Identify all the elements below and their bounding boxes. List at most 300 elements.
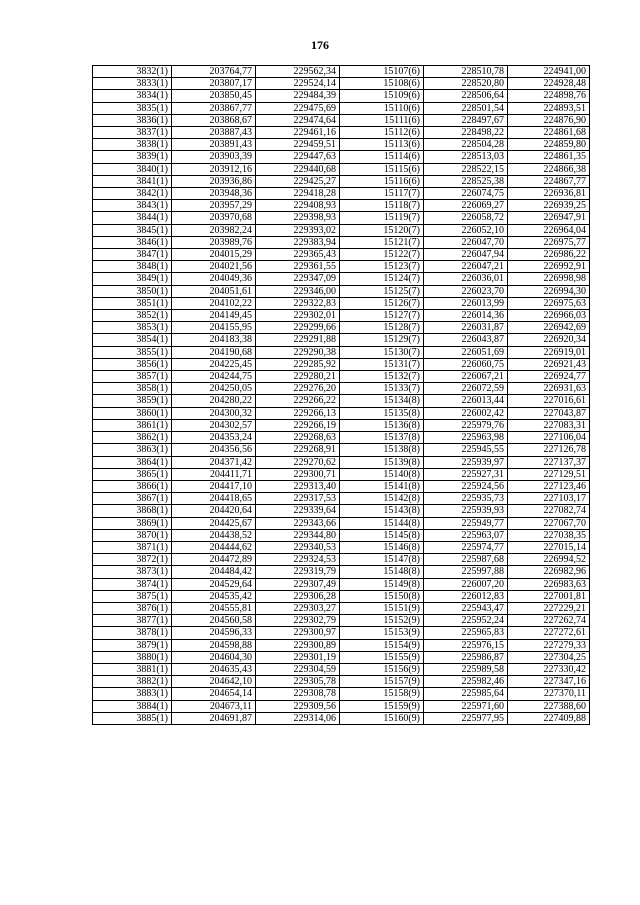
cell-y-right: 227067,70 [508, 517, 590, 529]
cell-y-left: 229447,63 [256, 151, 340, 163]
cell-point-id-left: 3840(1) [93, 163, 172, 175]
cell-x-right: 226013,44 [424, 395, 508, 407]
cell-y-left: 229290,38 [256, 346, 340, 358]
cell-point-id-left: 3875(1) [93, 590, 172, 602]
cell-x-right: 226014,36 [424, 310, 508, 322]
cell-x-left: 203807,17 [172, 78, 256, 90]
cell-point-id-right: 15147(8) [340, 554, 424, 566]
cell-y-left: 229299,66 [256, 322, 340, 334]
cell-x-right: 226069,27 [424, 200, 508, 212]
cell-x-right: 225952,24 [424, 615, 508, 627]
cell-x-left: 204149,45 [172, 310, 256, 322]
table-row [93, 236, 590, 248]
cell-y-left: 229307,49 [256, 578, 340, 590]
cell-point-id-left: 3850(1) [93, 285, 172, 297]
table-row [93, 602, 590, 614]
cell-y-left: 229266,13 [256, 407, 340, 419]
cell-point-id-right: 15119(7) [340, 212, 424, 224]
cell-y-right: 224861,35 [508, 151, 590, 163]
cell-x-right: 225943,47 [424, 602, 508, 614]
cell-x-right: 226058,72 [424, 212, 508, 224]
cell-x-left: 204635,43 [172, 663, 256, 675]
cell-y-right: 226936,81 [508, 188, 590, 200]
cell-y-right: 227043,87 [508, 407, 590, 419]
coordinates-table [92, 65, 590, 725]
cell-x-right: 228510,78 [424, 66, 508, 78]
cell-x-left: 203957,29 [172, 200, 256, 212]
cell-point-id-right: 15117(7) [340, 188, 424, 200]
cell-point-id-left: 3857(1) [93, 371, 172, 383]
cell-point-id-right: 15112(6) [340, 127, 424, 139]
cell-point-id-right: 15128(7) [340, 322, 424, 334]
cell-point-id-left: 3833(1) [93, 78, 172, 90]
cell-x-right: 226047,94 [424, 249, 508, 261]
table-row [93, 456, 590, 468]
cell-x-left: 204015,29 [172, 249, 256, 261]
cell-x-left: 204356,56 [172, 444, 256, 456]
table-row [93, 407, 590, 419]
cell-y-left: 229280,21 [256, 371, 340, 383]
table-row [93, 273, 590, 285]
cell-point-id-left: 3855(1) [93, 346, 172, 358]
cell-y-right: 226983,63 [508, 578, 590, 590]
cell-point-id-left: 3851(1) [93, 297, 172, 309]
cell-y-left: 229301,19 [256, 651, 340, 663]
cell-point-id-right: 15122(7) [340, 249, 424, 261]
cell-x-left: 203887,43 [172, 127, 256, 139]
cell-x-left: 204484,42 [172, 566, 256, 578]
cell-x-right: 228522,15 [424, 163, 508, 175]
cell-point-id-right: 15151(9) [340, 602, 424, 614]
cell-x-left: 204535,42 [172, 590, 256, 602]
cell-point-id-right: 15142(8) [340, 493, 424, 505]
cell-point-id-left: 3858(1) [93, 383, 172, 395]
cell-y-left: 229340,53 [256, 541, 340, 553]
cell-x-left: 204417,10 [172, 480, 256, 492]
cell-y-right: 226994,52 [508, 554, 590, 566]
table-row [93, 700, 590, 712]
cell-y-left: 229268,63 [256, 432, 340, 444]
cell-y-right: 224867,77 [508, 175, 590, 187]
cell-x-left: 203868,67 [172, 114, 256, 126]
cell-x-right: 226047,70 [424, 236, 508, 248]
cell-x-right: 226043,87 [424, 334, 508, 346]
cell-x-right: 225939,93 [424, 505, 508, 517]
cell-x-right: 225965,83 [424, 627, 508, 639]
cell-x-right: 225939,97 [424, 456, 508, 468]
cell-x-left: 204244,75 [172, 371, 256, 383]
cell-point-id-right: 15156(9) [340, 663, 424, 675]
table-row [93, 639, 590, 651]
cell-point-id-right: 15155(9) [340, 651, 424, 663]
cell-point-id-left: 3852(1) [93, 310, 172, 322]
cell-x-right: 226067,21 [424, 371, 508, 383]
cell-point-id-right: 15135(8) [340, 407, 424, 419]
table-row [93, 66, 590, 78]
cell-y-right: 226966,03 [508, 310, 590, 322]
cell-point-id-left: 3839(1) [93, 151, 172, 163]
cell-point-id-right: 15134(8) [340, 395, 424, 407]
cell-x-left: 204280,22 [172, 395, 256, 407]
cell-x-right: 225949,77 [424, 517, 508, 529]
cell-point-id-left: 3836(1) [93, 114, 172, 126]
cell-point-id-left: 3867(1) [93, 493, 172, 505]
table-row [93, 615, 590, 627]
cell-y-right: 227137,37 [508, 456, 590, 468]
cell-x-right: 225974,77 [424, 541, 508, 553]
cell-y-right: 227126,78 [508, 444, 590, 456]
cell-point-id-right: 15129(7) [340, 334, 424, 346]
cell-point-id-left: 3868(1) [93, 505, 172, 517]
cell-x-left: 204155,95 [172, 322, 256, 334]
cell-y-right: 224941,00 [508, 66, 590, 78]
cell-x-left: 204420,64 [172, 505, 256, 517]
cell-point-id-right: 15111(6) [340, 114, 424, 126]
cell-y-right: 224861,68 [508, 127, 590, 139]
table-row [93, 590, 590, 602]
cell-point-id-left: 3838(1) [93, 139, 172, 151]
cell-y-right: 227229,21 [508, 602, 590, 614]
cell-y-right: 227083,31 [508, 419, 590, 431]
cell-y-right: 224898,76 [508, 90, 590, 102]
cell-y-right: 227347,16 [508, 676, 590, 688]
cell-x-left: 203948,36 [172, 188, 256, 200]
cell-point-id-right: 15123(7) [340, 261, 424, 273]
cell-point-id-right: 15116(6) [340, 175, 424, 187]
cell-x-left: 204654,14 [172, 688, 256, 700]
cell-point-id-left: 3866(1) [93, 480, 172, 492]
cell-x-right: 225985,64 [424, 688, 508, 700]
cell-point-id-right: 15107(6) [340, 66, 424, 78]
cell-point-id-left: 3865(1) [93, 468, 172, 480]
cell-y-right: 226998,98 [508, 273, 590, 285]
cell-point-id-left: 3849(1) [93, 273, 172, 285]
cell-y-left: 229393,02 [256, 224, 340, 236]
table-row [93, 383, 590, 395]
table-row [93, 249, 590, 261]
cell-point-id-left: 3880(1) [93, 651, 172, 663]
cell-x-left: 204190,68 [172, 346, 256, 358]
cell-x-right: 226007,20 [424, 578, 508, 590]
cell-x-left: 204529,64 [172, 578, 256, 590]
cell-y-right: 227001,81 [508, 590, 590, 602]
cell-point-id-right: 15158(9) [340, 688, 424, 700]
cell-point-id-left: 3842(1) [93, 188, 172, 200]
cell-point-id-right: 15146(8) [340, 541, 424, 553]
cell-y-right: 227015,14 [508, 541, 590, 553]
cell-point-id-right: 15126(7) [340, 297, 424, 309]
cell-y-right: 226920,34 [508, 334, 590, 346]
cell-x-right: 228513,03 [424, 151, 508, 163]
cell-point-id-right: 15114(6) [340, 151, 424, 163]
table-row [93, 200, 590, 212]
table-row [93, 676, 590, 688]
cell-x-left: 204300,32 [172, 407, 256, 419]
table-row [93, 554, 590, 566]
cell-x-left: 204051,61 [172, 285, 256, 297]
cell-x-left: 204642,10 [172, 676, 256, 688]
cell-point-id-right: 15137(8) [340, 432, 424, 444]
cell-point-id-left: 3864(1) [93, 456, 172, 468]
cell-y-left: 229319,79 [256, 566, 340, 578]
cell-x-right: 226052,10 [424, 224, 508, 236]
cell-x-left: 204183,38 [172, 334, 256, 346]
cell-y-right: 226975,63 [508, 297, 590, 309]
cell-x-right: 225963,98 [424, 432, 508, 444]
cell-point-id-right: 15149(8) [340, 578, 424, 590]
cell-y-right: 227129,51 [508, 468, 590, 480]
cell-x-left: 204598,88 [172, 639, 256, 651]
cell-y-left: 229270,62 [256, 456, 340, 468]
table-row [93, 468, 590, 480]
cell-y-right: 226931,63 [508, 383, 590, 395]
cell-x-right: 225927,31 [424, 468, 508, 480]
cell-point-id-right: 15157(9) [340, 676, 424, 688]
table-row [93, 90, 590, 102]
cell-point-id-left: 3853(1) [93, 322, 172, 334]
cell-point-id-left: 3872(1) [93, 554, 172, 566]
table-row [93, 261, 590, 273]
table-row [93, 432, 590, 444]
cell-y-left: 229302,01 [256, 310, 340, 322]
cell-x-right: 228501,54 [424, 102, 508, 114]
cell-y-right: 227330,42 [508, 663, 590, 675]
cell-point-id-right: 15133(7) [340, 383, 424, 395]
cell-y-left: 229313,40 [256, 480, 340, 492]
table-row [93, 188, 590, 200]
cell-y-left: 229266,19 [256, 419, 340, 431]
cell-point-id-right: 15132(7) [340, 371, 424, 383]
table-row [93, 102, 590, 114]
cell-x-left: 204021,56 [172, 261, 256, 273]
cell-x-right: 228525,38 [424, 175, 508, 187]
cell-x-left: 204102,22 [172, 297, 256, 309]
cell-point-id-right: 15143(8) [340, 505, 424, 517]
table-row [93, 444, 590, 456]
cell-y-right: 224866,38 [508, 163, 590, 175]
cell-y-right: 227388,60 [508, 700, 590, 712]
cell-x-right: 225976,15 [424, 639, 508, 651]
cell-y-right: 227304,25 [508, 651, 590, 663]
cell-y-left: 229425,27 [256, 175, 340, 187]
cell-y-left: 229361,55 [256, 261, 340, 273]
cell-point-id-right: 15153(9) [340, 627, 424, 639]
cell-point-id-left: 3873(1) [93, 566, 172, 578]
cell-y-right: 227279,33 [508, 639, 590, 651]
table-row [93, 322, 590, 334]
cell-y-right: 224859,80 [508, 139, 590, 151]
cell-y-left: 229314,06 [256, 712, 340, 724]
cell-y-right: 226921,43 [508, 358, 590, 370]
cell-y-right: 227262,74 [508, 615, 590, 627]
cell-point-id-right: 15125(7) [340, 285, 424, 297]
cell-y-right: 224928,48 [508, 78, 590, 90]
table-row [93, 688, 590, 700]
cell-x-left: 204691,87 [172, 712, 256, 724]
cell-point-id-left: 3837(1) [93, 127, 172, 139]
cell-x-left: 203867,77 [172, 102, 256, 114]
cell-point-id-left: 3832(1) [93, 66, 172, 78]
table-row [93, 139, 590, 151]
table-row [93, 163, 590, 175]
table-row [93, 712, 590, 724]
table-row [93, 310, 590, 322]
cell-x-right: 226047,21 [424, 261, 508, 273]
cell-x-right: 226012,83 [424, 590, 508, 602]
cell-point-id-left: 3834(1) [93, 90, 172, 102]
cell-x-left: 204411,71 [172, 468, 256, 480]
table-row [93, 493, 590, 505]
cell-x-left: 204049,36 [172, 273, 256, 285]
cell-x-left: 203764,77 [172, 66, 256, 78]
cell-y-left: 229440,68 [256, 163, 340, 175]
table-row [93, 517, 590, 529]
cell-x-left: 203982,24 [172, 224, 256, 236]
cell-point-id-right: 15127(7) [340, 310, 424, 322]
cell-y-left: 229317,53 [256, 493, 340, 505]
cell-y-left: 229474,64 [256, 114, 340, 126]
cell-point-id-left: 3846(1) [93, 236, 172, 248]
table-row [93, 224, 590, 236]
cell-point-id-right: 15118(7) [340, 200, 424, 212]
cell-point-id-right: 15152(9) [340, 615, 424, 627]
cell-y-left: 229308,78 [256, 688, 340, 700]
cell-y-left: 229291,88 [256, 334, 340, 346]
coordinates-table-body [93, 66, 590, 725]
table-row [93, 346, 590, 358]
cell-x-left: 204425,67 [172, 517, 256, 529]
cell-x-left: 203970,68 [172, 212, 256, 224]
cell-y-right: 224893,51 [508, 102, 590, 114]
cell-y-left: 229418,28 [256, 188, 340, 200]
cell-x-left: 204418,65 [172, 493, 256, 505]
cell-x-right: 228506,64 [424, 90, 508, 102]
cell-point-id-left: 3860(1) [93, 407, 172, 419]
cell-y-left: 229276,20 [256, 383, 340, 395]
table-row [93, 78, 590, 90]
cell-point-id-right: 15131(7) [340, 358, 424, 370]
cell-point-id-left: 3859(1) [93, 395, 172, 407]
cell-point-id-left: 3883(1) [93, 688, 172, 700]
cell-x-right: 226072,59 [424, 383, 508, 395]
cell-x-right: 226074,75 [424, 188, 508, 200]
cell-y-right: 226994,30 [508, 285, 590, 297]
cell-y-left: 229322,83 [256, 297, 340, 309]
cell-point-id-right: 15150(8) [340, 590, 424, 602]
table-row [93, 151, 590, 163]
cell-y-left: 229303,27 [256, 602, 340, 614]
cell-point-id-left: 3885(1) [93, 712, 172, 724]
cell-point-id-right: 15136(8) [340, 419, 424, 431]
cell-point-id-left: 3856(1) [93, 358, 172, 370]
cell-y-left: 229309,56 [256, 700, 340, 712]
cell-point-id-right: 15154(9) [340, 639, 424, 651]
cell-point-id-right: 15145(8) [340, 529, 424, 541]
table-row [93, 419, 590, 431]
cell-point-id-left: 3884(1) [93, 700, 172, 712]
cell-y-right: 227016,61 [508, 395, 590, 407]
table-row [93, 334, 590, 346]
cell-point-id-left: 3854(1) [93, 334, 172, 346]
cell-y-left: 229344,80 [256, 529, 340, 541]
cell-y-left: 229268,91 [256, 444, 340, 456]
cell-y-left: 229300,89 [256, 639, 340, 651]
cell-x-left: 203850,45 [172, 90, 256, 102]
cell-point-id-right: 15130(7) [340, 346, 424, 358]
cell-x-left: 203891,43 [172, 139, 256, 151]
cell-point-id-left: 3861(1) [93, 419, 172, 431]
cell-point-id-left: 3881(1) [93, 663, 172, 675]
cell-y-right: 226986,22 [508, 249, 590, 261]
cell-x-right: 225986,87 [424, 651, 508, 663]
cell-point-id-right: 15159(9) [340, 700, 424, 712]
cell-y-right: 227038,35 [508, 529, 590, 541]
cell-point-id-right: 15110(6) [340, 102, 424, 114]
table-row [93, 566, 590, 578]
cell-y-right: 227272,61 [508, 627, 590, 639]
cell-y-left: 229383,94 [256, 236, 340, 248]
cell-y-right: 226939,25 [508, 200, 590, 212]
cell-y-left: 229285,92 [256, 358, 340, 370]
cell-x-right: 226023,70 [424, 285, 508, 297]
cell-point-id-right: 15108(6) [340, 78, 424, 90]
cell-x-left: 204225,45 [172, 358, 256, 370]
cell-point-id-left: 3874(1) [93, 578, 172, 590]
cell-y-left: 229302,79 [256, 615, 340, 627]
cell-y-left: 229324,53 [256, 554, 340, 566]
cell-y-right: 226942,69 [508, 322, 590, 334]
cell-y-right: 226924,77 [508, 371, 590, 383]
cell-x-right: 225987,68 [424, 554, 508, 566]
cell-point-id-right: 15113(6) [340, 139, 424, 151]
cell-x-left: 204371,42 [172, 456, 256, 468]
cell-x-left: 204560,58 [172, 615, 256, 627]
cell-point-id-left: 3848(1) [93, 261, 172, 273]
table-row [93, 651, 590, 663]
cell-point-id-left: 3847(1) [93, 249, 172, 261]
cell-y-left: 229346,00 [256, 285, 340, 297]
cell-y-left: 229266,22 [256, 395, 340, 407]
cell-x-right: 228497,67 [424, 114, 508, 126]
cell-x-right: 225982,46 [424, 676, 508, 688]
cell-point-id-right: 15144(8) [340, 517, 424, 529]
cell-y-right: 227082,74 [508, 505, 590, 517]
table-row [93, 285, 590, 297]
cell-y-left: 229304,59 [256, 663, 340, 675]
table-row [93, 627, 590, 639]
cell-x-right: 226013,99 [424, 297, 508, 309]
cell-y-right: 226919,01 [508, 346, 590, 358]
cell-x-left: 203936,86 [172, 175, 256, 187]
table-row [93, 578, 590, 590]
cell-x-right: 225945,55 [424, 444, 508, 456]
cell-y-left: 229300,71 [256, 468, 340, 480]
cell-point-id-left: 3841(1) [93, 175, 172, 187]
cell-y-left: 229306,28 [256, 590, 340, 602]
cell-y-right: 227123,46 [508, 480, 590, 492]
cell-y-left: 229365,43 [256, 249, 340, 261]
cell-x-right: 225997,88 [424, 566, 508, 578]
cell-x-right: 228504,28 [424, 139, 508, 151]
cell-y-right: 226947,91 [508, 212, 590, 224]
table-row [93, 395, 590, 407]
cell-y-right: 227103,17 [508, 493, 590, 505]
table-row [93, 212, 590, 224]
cell-point-id-left: 3870(1) [93, 529, 172, 541]
cell-x-left: 204438,52 [172, 529, 256, 541]
cell-y-right: 227409,88 [508, 712, 590, 724]
cell-y-left: 229398,93 [256, 212, 340, 224]
